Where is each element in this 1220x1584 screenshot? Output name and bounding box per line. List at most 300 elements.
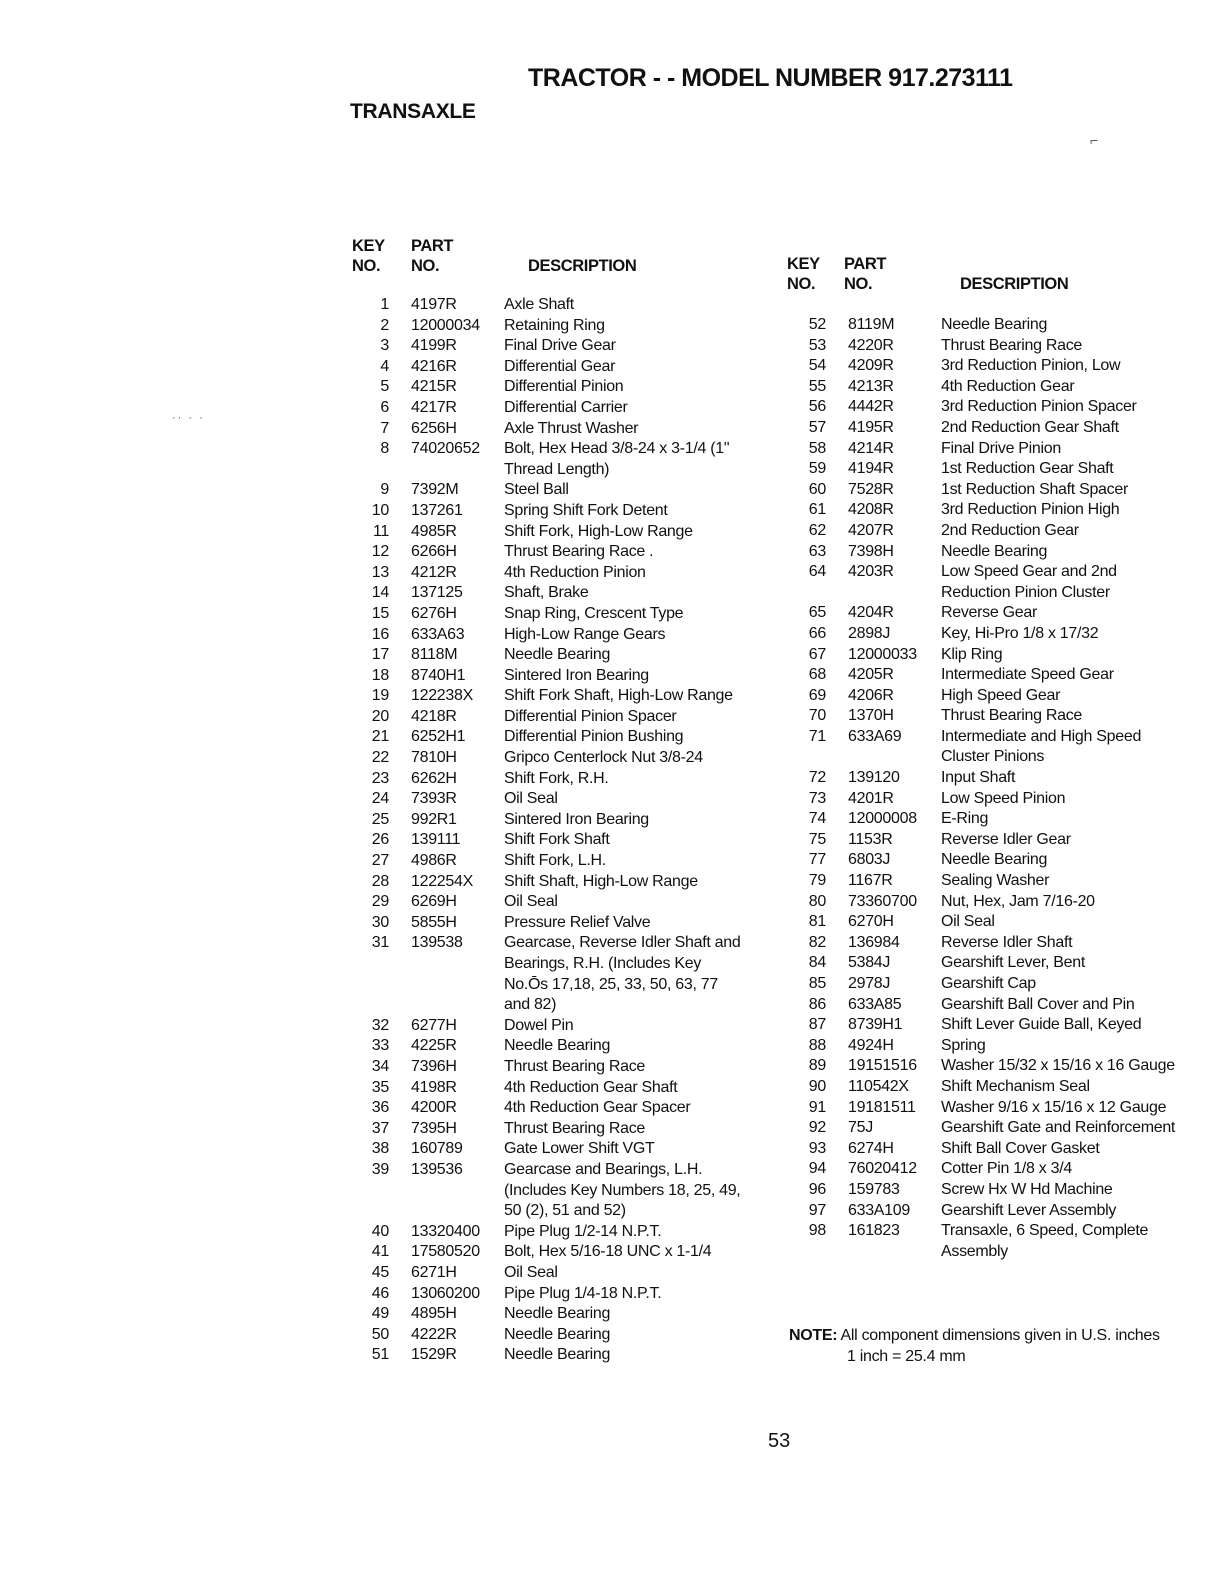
parts-row: [348, 1263, 744, 1284]
part-number: 12000033: [848, 645, 917, 663]
part-description: Gearshift Gate and Reinforcement: [941, 1119, 1176, 1137]
parts-row: [785, 377, 1176, 398]
part-description: Final Drive Pinion: [941, 439, 1061, 457]
parts-row: [348, 1098, 744, 1119]
key-number: 70: [808, 707, 826, 725]
part-number: 4213R: [848, 377, 894, 395]
part-number: 4218R: [411, 707, 457, 725]
parts-row: [785, 665, 1176, 686]
parts-row: [348, 377, 744, 398]
part-description: Intermediate and High Speed Cluster Pinions: [941, 727, 1142, 766]
part-description: Needle Bearing: [504, 1037, 611, 1055]
key-number: 93: [808, 1139, 826, 1157]
part-number: 19151516: [848, 1057, 917, 1075]
parts-row: [785, 1159, 1176, 1180]
key-number: 62: [808, 521, 826, 539]
parts-row: [785, 706, 1176, 727]
key-number: 23: [371, 769, 389, 787]
parts-row: [785, 480, 1176, 501]
parts-list-right: [785, 315, 1176, 1262]
key-number: 71: [808, 727, 826, 745]
part-number: 4215R: [411, 378, 457, 396]
parts-list-left: [348, 295, 744, 1366]
key-number: 22: [371, 749, 389, 767]
part-description: 3rd Reduction Pinion, Low: [941, 357, 1121, 375]
part-description: Low Speed Pinion: [941, 789, 1066, 807]
parts-row: [785, 439, 1176, 460]
key-number: 19: [371, 687, 389, 705]
parts-row: [348, 1057, 744, 1078]
parts-row: [348, 933, 744, 1015]
part-number: 137261: [411, 501, 463, 519]
parts-row: [785, 1221, 1176, 1262]
part-number: 159783: [848, 1180, 900, 1198]
key-number: 92: [808, 1119, 826, 1137]
parts-row: [785, 1118, 1176, 1139]
note-line1: All component dimensions given in U.S. inches: [840, 1327, 1160, 1344]
key-number: 27: [371, 852, 389, 870]
key-number: 89: [808, 1057, 826, 1075]
part-description: Cotter Pin 1/8 x 3/4: [941, 1160, 1072, 1178]
key-number: 21: [371, 728, 389, 746]
part-number: 633A63: [411, 625, 465, 643]
key-number: 52: [808, 316, 826, 333]
part-description: Bolt, Hex Head 3/8-24 x 3-1/4 (1" Thread Length): [504, 440, 730, 478]
part-description: Pressure Relief Valve: [504, 913, 651, 931]
key-number: 60: [808, 480, 826, 498]
part-description: Shift Lever Guide Ball, Keyed: [941, 1016, 1142, 1034]
section-heading: TRANSAXLE: [350, 100, 476, 123]
key-number: 33: [371, 1037, 389, 1055]
part-number: 4209R: [848, 357, 894, 375]
parts-row: [785, 1056, 1176, 1077]
part-description: Needle Bearing: [941, 851, 1048, 869]
key-number: 96: [808, 1180, 826, 1198]
key-number: 87: [808, 1016, 826, 1034]
part-description: 4th Reduction Gear: [941, 377, 1075, 395]
part-description: Retaining Ring: [504, 316, 605, 334]
part-number: 4924H: [848, 1036, 894, 1054]
key-number: 10: [371, 501, 389, 519]
key-number: 69: [808, 686, 826, 704]
part-number: 12000008: [848, 810, 917, 828]
key-number: 73: [808, 789, 826, 807]
part-description: Gearcase and Bearings, L.H. (Includes Key Numbers 18, 25, 49, 50 (2), 51 and 52): [504, 1160, 741, 1220]
part-description: Low Speed Gear and 2nd Reduction Pinion Cluster: [941, 563, 1117, 601]
key-number: 17: [371, 646, 389, 664]
parts-row: [785, 871, 1176, 892]
key-number: 85: [808, 975, 826, 992]
part-description: 3rd Reduction Pinion High: [941, 501, 1120, 519]
key-number: 91: [808, 1098, 826, 1116]
part-number: 137125: [411, 584, 463, 602]
part-description: Axle Thrust Washer: [504, 419, 639, 437]
part-description: 4th Reduction Gear Shaft: [504, 1078, 678, 1096]
part-description: Final Drive Gear: [504, 337, 616, 355]
parts-row: [348, 583, 744, 604]
key-number: 45: [371, 1263, 389, 1281]
part-number: 4225R: [411, 1037, 457, 1055]
part-number: 2978J: [848, 975, 891, 992]
key-number: 14: [371, 584, 389, 602]
part-description: Needle Bearing: [504, 1305, 611, 1323]
parts-row: [348, 604, 744, 625]
parts-row: [348, 480, 744, 501]
part-description: Needle Bearing: [941, 316, 1048, 333]
part-number: 6277H: [411, 1016, 457, 1034]
key-number: 75: [808, 830, 826, 848]
part-number: 7395H: [411, 1119, 457, 1137]
part-number: 2898J: [848, 624, 891, 642]
part-description: Reverse Idler Shaft: [941, 933, 1073, 951]
key-number: 56: [808, 398, 826, 416]
part-description: Needle Bearing: [941, 542, 1048, 560]
part-description: Shift Fork Shaft, High-Low Range: [504, 687, 733, 705]
part-description: Sintered Iron Bearing: [504, 666, 649, 684]
part-description: Nut, Hex, Jam 7/16-20: [941, 892, 1095, 910]
part-number: 6803J: [848, 851, 891, 869]
part-number: 4206R: [848, 686, 894, 704]
parts-row: [348, 892, 744, 913]
part-number: 7810H: [411, 749, 457, 767]
part-number: 8740H1: [411, 666, 466, 684]
key-number: 20: [371, 707, 389, 725]
key-number: 94: [808, 1160, 826, 1178]
parts-row: [348, 1119, 744, 1140]
part-description: Needle Bearing: [504, 1346, 611, 1364]
note-line2: 1 inch = 25.4 mm: [847, 1347, 966, 1365]
scan-mark: ⌐: [1090, 132, 1099, 148]
key-number: 61: [808, 501, 826, 519]
part-number: 4194R: [848, 460, 894, 478]
parts-row: [348, 830, 744, 851]
part-description: Needle Bearing: [504, 646, 611, 664]
key-number: 64: [808, 563, 826, 581]
part-number: 13060200: [411, 1284, 480, 1302]
key-number: 18: [371, 666, 389, 684]
part-number: 7398H: [848, 542, 894, 560]
part-number: 1153R: [848, 830, 893, 848]
part-number: 992R1: [411, 810, 457, 828]
key-number: 90: [808, 1077, 826, 1095]
part-number: 19181511: [848, 1098, 916, 1116]
parts-row: [348, 686, 744, 707]
part-number: 139538: [411, 934, 463, 952]
parts-row: [785, 521, 1176, 542]
key-number: 59: [808, 460, 826, 478]
parts-row: [785, 624, 1176, 645]
part-number: 4203R: [848, 563, 894, 581]
part-description: Sealing Washer: [941, 872, 1050, 890]
part-no-header-left: PART NO.: [411, 237, 454, 275]
parts-row: [785, 397, 1176, 418]
parts-row: [348, 1160, 744, 1222]
parts-row: [785, 315, 1176, 336]
part-description: 4th Reduction Gear Spacer: [504, 1099, 691, 1117]
part-number: 6269H: [411, 893, 457, 911]
part-number: 1167R: [848, 872, 893, 890]
part-number: 4895H: [411, 1305, 457, 1323]
parts-row: [348, 851, 744, 872]
key-number: 68: [808, 666, 826, 684]
parts-row: [785, 768, 1176, 789]
part-description: Screw Hx W Hd Machine: [941, 1180, 1113, 1198]
part-description: E-Ring: [941, 810, 989, 828]
parts-row: [785, 418, 1176, 439]
parts-row: [348, 707, 744, 728]
key-number: 12: [371, 543, 389, 561]
parts-row: [785, 1139, 1176, 1160]
parts-row: [348, 563, 744, 584]
key-number: 32: [371, 1016, 389, 1034]
key-number: 6: [380, 398, 389, 416]
part-description: Thrust Bearing Race: [504, 1119, 646, 1137]
key-number: 53: [808, 336, 826, 354]
key-number: 86: [808, 995, 826, 1013]
parts-row: [348, 666, 744, 687]
parts-row: [348, 769, 744, 790]
key-number: 82: [808, 933, 826, 951]
key-number: 57: [808, 418, 826, 436]
part-description: Washer 15/32 x 15/16 x 16 Gauge: [941, 1057, 1175, 1075]
parts-row: [785, 603, 1176, 624]
part-number: 7393R: [411, 790, 457, 808]
part-number: 13320400: [411, 1222, 480, 1240]
part-number: 4198R: [411, 1078, 457, 1096]
part-number: 4195R: [848, 418, 894, 436]
part-number: 4197R: [411, 296, 457, 313]
parts-row: [348, 913, 744, 934]
parts-row: [348, 1222, 744, 1243]
parts-row: [348, 357, 744, 378]
part-description: High-Low Range Gears: [504, 625, 666, 643]
parts-row: [785, 686, 1176, 707]
part-number: 4442R: [848, 398, 894, 416]
part-description: 1st Reduction Gear Shaft: [941, 460, 1114, 478]
part-number: 633A85: [848, 995, 902, 1013]
part-number: 4207R: [848, 521, 894, 539]
part-no-header-right: PART NO.: [844, 255, 887, 293]
part-number: 8739H1: [848, 1016, 903, 1034]
parts-row: [348, 1036, 744, 1057]
part-number: 4220R: [848, 336, 894, 354]
part-description: Shift Fork Shaft: [504, 831, 610, 849]
parts-row: [785, 1098, 1176, 1119]
key-number: 38: [371, 1140, 389, 1158]
part-description: Axle Shaft: [504, 296, 574, 313]
parts-row: [785, 974, 1176, 995]
part-number: 6256H: [411, 419, 457, 437]
part-number: 7396H: [411, 1057, 457, 1075]
part-number: 139111: [411, 831, 461, 849]
parts-row: [348, 1016, 744, 1037]
key-number: 66: [808, 624, 826, 642]
key-number: 36: [371, 1099, 389, 1117]
part-description: 1st Reduction Shaft Spacer: [941, 480, 1128, 498]
part-number: 4214R: [848, 439, 894, 457]
part-number: 76020412: [848, 1160, 917, 1178]
key-number: 26: [371, 831, 389, 849]
key-number: 4: [380, 357, 389, 375]
part-number: 122254X: [411, 872, 473, 890]
part-description: Snap Ring, Crescent Type: [504, 604, 684, 622]
key-number: 37: [371, 1119, 389, 1137]
parts-row: [348, 1242, 744, 1263]
part-description: Shift Ball Cover Gasket: [941, 1139, 1100, 1157]
part-description: Shift Shaft, High-Low Range: [504, 872, 698, 890]
part-number: 4222R: [411, 1325, 457, 1343]
parts-row: [348, 1304, 744, 1325]
part-description: Shift Mechanism Seal: [941, 1077, 1090, 1095]
key-number: 74: [808, 810, 826, 828]
parts-row: [785, 459, 1176, 480]
key-number: 46: [371, 1284, 389, 1302]
part-description: Input Shaft: [941, 769, 1016, 787]
key-number: 25: [371, 810, 389, 828]
parts-row: [785, 500, 1176, 521]
part-description: Shaft, Brake: [504, 584, 589, 602]
part-description: Gate Lower Shift VGT: [504, 1140, 655, 1158]
parts-row: [785, 933, 1176, 954]
parts-row: [348, 542, 744, 563]
key-no-header-left: KEY NO.: [352, 237, 385, 275]
key-number: 35: [371, 1078, 389, 1096]
key-number: 63: [808, 542, 826, 560]
key-number: 79: [808, 872, 826, 890]
parts-row: [348, 872, 744, 893]
part-number: 6276H: [411, 604, 457, 622]
key-number: 29: [371, 893, 389, 911]
parts-row: [348, 1325, 744, 1346]
part-description: Washer 9/16 x 15/16 x 12 Gauge: [941, 1098, 1167, 1116]
part-number: 4216R: [411, 357, 457, 375]
description-header-right: DESCRIPTION: [960, 275, 1069, 293]
parts-row: [785, 912, 1176, 933]
part-number: 5384J: [848, 954, 891, 972]
key-number: 72: [808, 769, 826, 787]
part-number: 136984: [848, 933, 900, 951]
key-number: 7: [380, 419, 389, 437]
key-number: 50: [371, 1325, 389, 1343]
part-number: 4205R: [848, 666, 894, 684]
page-number: 53: [768, 1430, 791, 1452]
parts-row: [348, 727, 744, 748]
parts-row: [785, 356, 1176, 377]
part-description: Shift Fork, High-Low Range: [504, 522, 693, 540]
key-number: 49: [371, 1305, 389, 1323]
part-description: Pipe Plug 1/4-18 N.P.T.: [504, 1284, 662, 1302]
key-number: 40: [371, 1222, 389, 1240]
parts-row: [348, 316, 744, 337]
part-number: 139536: [411, 1160, 463, 1178]
key-number: 2: [380, 316, 389, 334]
part-description: Needle Bearing: [504, 1325, 611, 1343]
part-number: 8119M: [848, 316, 895, 333]
key-number: 55: [808, 377, 826, 395]
part-number: 1529R: [411, 1346, 457, 1364]
part-number: 139120: [848, 769, 900, 787]
part-number: 633A109: [848, 1201, 910, 1219]
part-description: Differential Pinion Spacer: [504, 707, 677, 725]
key-number: 88: [808, 1036, 826, 1054]
part-description: Differential Pinion: [504, 378, 624, 396]
part-description: Gearshift Lever Assembly: [941, 1201, 1117, 1219]
part-description: Thrust Bearing Race: [941, 336, 1083, 354]
key-number: 97: [808, 1201, 826, 1219]
part-description: 3rd Reduction Pinion Spacer: [941, 398, 1137, 416]
part-description: 2nd Reduction Gear Shaft: [941, 418, 1119, 436]
part-description: Sintered Iron Bearing: [504, 810, 649, 828]
parts-row: [348, 336, 744, 357]
parts-row: [348, 295, 744, 316]
part-description: Steel Ball: [504, 481, 569, 499]
part-number: 7528R: [848, 480, 894, 498]
key-number: 11: [372, 522, 389, 540]
parts-row: [785, 995, 1176, 1016]
parts-row: [785, 953, 1176, 974]
parts-row: [348, 398, 744, 419]
note-label: NOTE:: [789, 1327, 838, 1344]
parts-row: [348, 789, 744, 810]
part-number: 6262H: [411, 769, 457, 787]
part-description: Pipe Plug 1/2-14 N.P.T.: [504, 1222, 662, 1240]
parts-row: [348, 645, 744, 666]
key-number: 39: [371, 1160, 389, 1178]
parts-row: [785, 809, 1176, 830]
part-number: 4217R: [411, 398, 457, 416]
part-number: 17580520: [411, 1243, 480, 1261]
part-number: 5855H: [411, 913, 457, 931]
parts-row: [348, 810, 744, 831]
part-number: 6252H1: [411, 728, 466, 746]
key-number: 24: [371, 790, 389, 808]
parts-row: [348, 419, 744, 440]
key-number: 98: [808, 1222, 826, 1240]
key-number: 67: [808, 645, 826, 663]
parts-row: [785, 562, 1176, 603]
key-number: 34: [371, 1057, 389, 1075]
part-number: 633A69: [848, 727, 902, 745]
part-description: Thrust Bearing Race: [504, 1057, 646, 1075]
part-description: Gripco Centerlock Nut 3/8-24: [504, 749, 703, 767]
part-number: 8118M: [411, 646, 458, 664]
part-number: 7392M: [411, 481, 459, 499]
parts-row: [785, 542, 1176, 563]
parts-row: [348, 439, 744, 480]
part-number: 160789: [411, 1140, 463, 1158]
parts-row: [785, 1077, 1176, 1098]
part-description: Spring Shift Fork Detent: [504, 501, 668, 519]
part-description: Thrust Bearing Race .: [504, 543, 654, 561]
part-description: Gearshift Cap: [941, 975, 1036, 992]
part-description: Intermediate Speed Gear: [941, 666, 1114, 684]
part-number: 6274H: [848, 1139, 894, 1157]
parts-row: [348, 748, 744, 769]
part-number: 4986R: [411, 852, 457, 870]
key-number: 51: [371, 1346, 389, 1364]
parts-row: [785, 336, 1176, 357]
key-number: 84: [808, 954, 826, 972]
key-number: 13: [371, 563, 389, 581]
part-number: 122238X: [411, 687, 473, 705]
parts-row: [785, 892, 1176, 913]
part-description: 2nd Reduction Gear: [941, 521, 1079, 539]
key-number: 81: [808, 913, 826, 931]
part-number: 4199R: [411, 337, 457, 355]
key-number: 9: [380, 481, 389, 499]
parts-row: [348, 522, 744, 543]
part-description: Dowel Pin: [504, 1016, 574, 1034]
